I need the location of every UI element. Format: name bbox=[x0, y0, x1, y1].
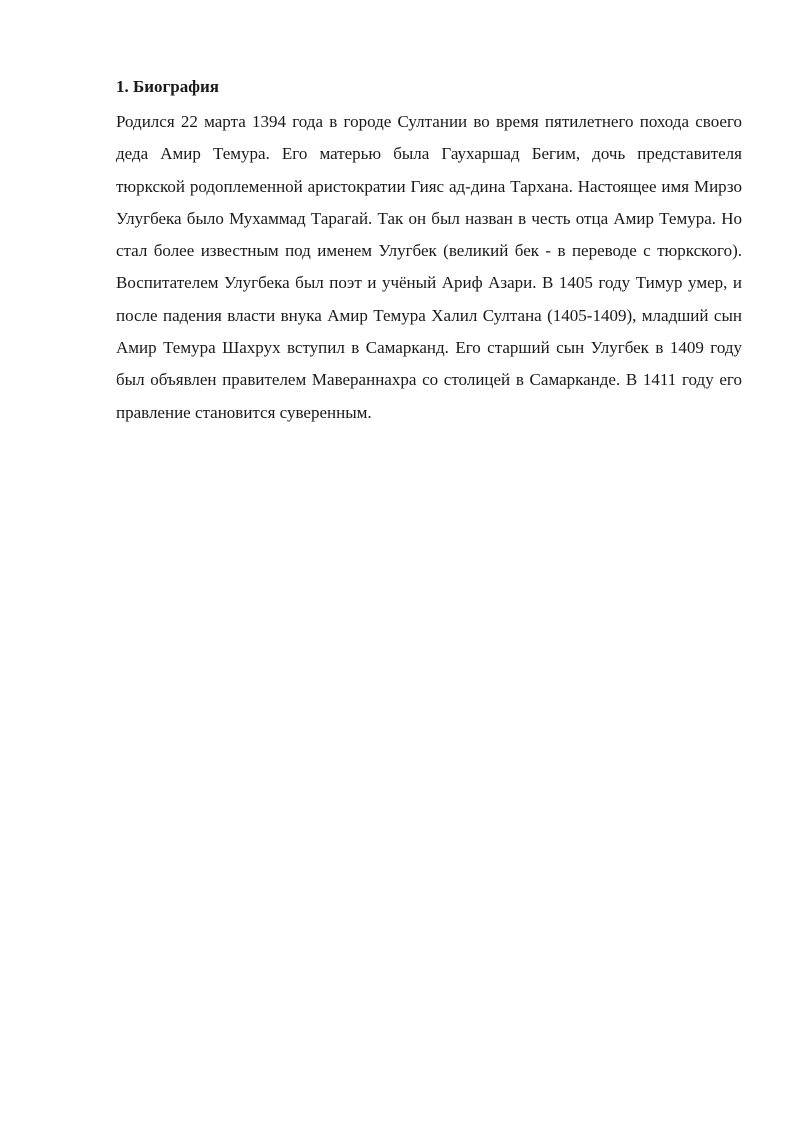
section-heading: 1. Биография bbox=[116, 77, 219, 96]
page-content bbox=[116, 76, 742, 429]
body-paragraph: Родился 22 марта 1394 года в городе Султании во время пятилетнего похода своего деда Амир Темура. Его матерью была Гаухаршад Бегим, дочь представителя тюркской родоплеменной аристократии Гияс ад-дина Тархана. Настоящее имя Мирзо Улугбека было Мухаммад Тарагай. Так он был назван в честь отца Амир Темура. Но стал более известным под именем Улугбек (великий бек - в переводе с тюркского). Воспитателем Улугбека был поэт и учёный Ариф Азари. В 1405 году Тимур умер, и после падения власти внука Амир Темура Халил Султана (1405-1409), младший сын Амир Темура Шахрух вступил в Самарканд. Его старший сын Улугбек в 1409 году был объявлен правителем Мавераннахра со столицей в Самарканде. В 1411 году его правление становится суверенным. bbox=[116, 112, 742, 422]
